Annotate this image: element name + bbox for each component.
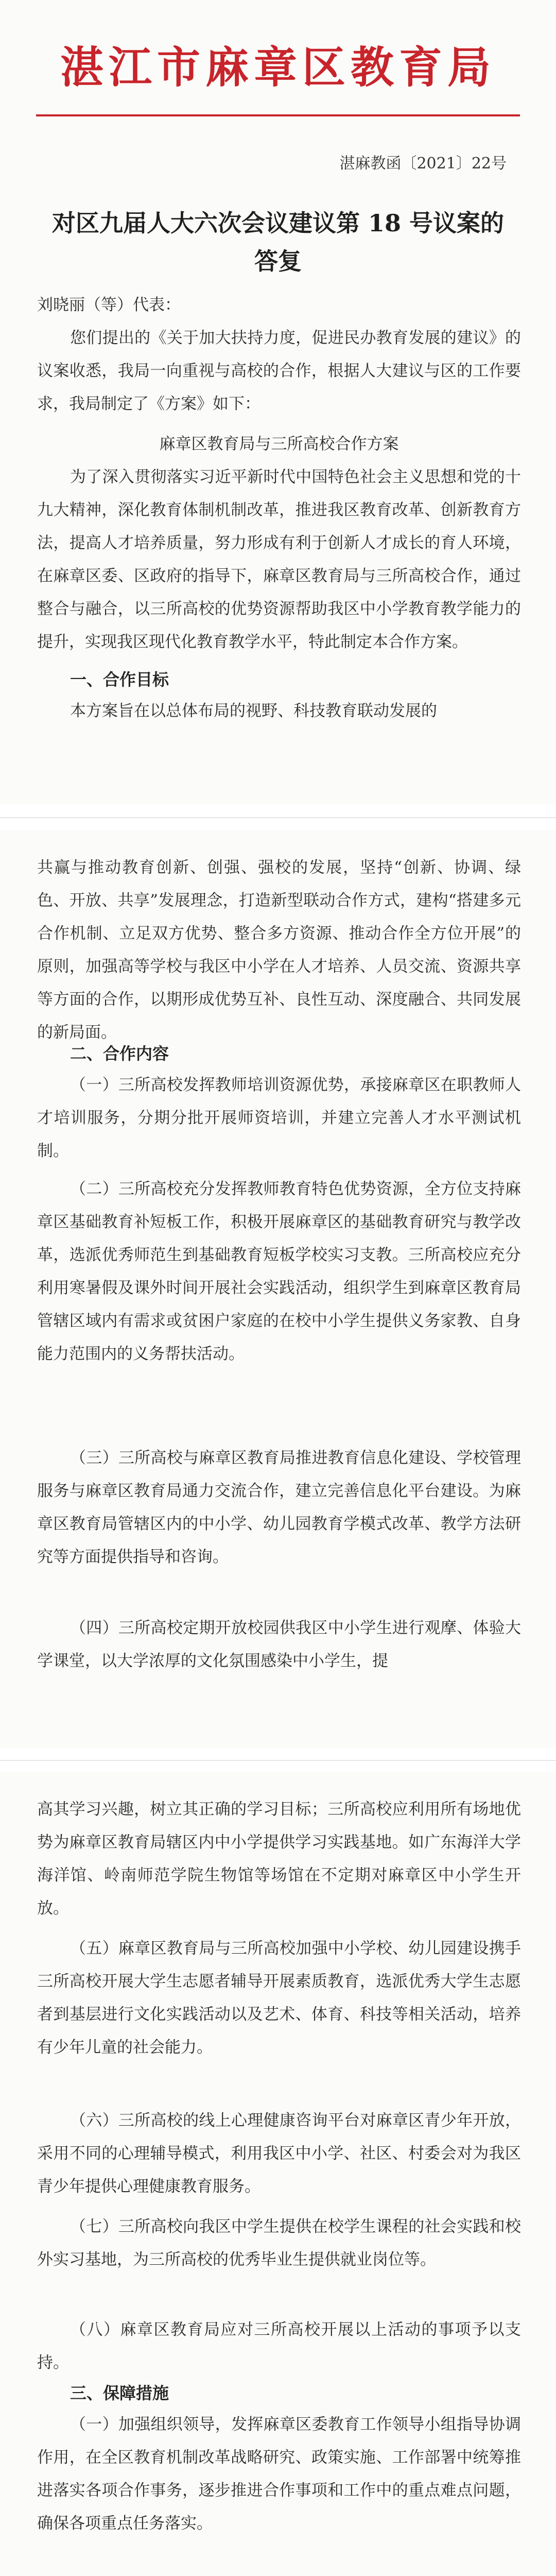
paragraph-content-2: （二）三所高校充分发挥教师教育特色优势资源，全方位支持麻章区基础教育补短板工作，积极开展麻章区的基础教育研究与教学改革，选派优秀师范生到基础教育短板学校实习支教。三所高校应充分利用寒暑假及课外时间开展社会实践活动，组织学生到麻章区教育局管辖区域内有需求或贫困户家庭的在校中小学生提供义务家教、自身能力范围内的义务帮扶活动。 (37, 1180, 521, 1363)
page-separator (0, 1760, 556, 1761)
paragraph-background: 为了深入贯彻落实习近平新时代中国特色社会主义思想和党的十九大精神，深化教育体制机制改革，推进我区教育改革、创新教育方法，提高人才培养质量，努力形成有利于创新人才成长的育人环境，在麻章区委、区政府的指导下，麻章区教育局与三所高校合作，通过整合与融合，以三所高校的优势资源帮助我区中小学教育教学能力的提升，实现我区现代化教育教学水平，特此制定本合作方案。 (37, 468, 521, 651)
red-divider (36, 114, 520, 116)
paragraph-safeguard-1: （一）加强组织领导，发挥麻章区委教育工作领导小组指导协调作用，在全区教育机制改革战略研究、政策实施、工作部署中统筹推进落实各项合作事务，逐步推进合作事项和工作中的重点难点问题，确保各项重点任务落实。 (37, 2415, 521, 2533)
heading-cooperation-content: 二、合作内容 (70, 1044, 169, 1063)
org-title: 湛江市麻章区教育局 (60, 42, 496, 93)
plan-title: 麻章区教育局与三所高校合作方案 (159, 435, 399, 453)
document-title (0, 204, 556, 280)
page-separator (0, 817, 556, 818)
document-title-line2: 答复 (254, 247, 302, 275)
paragraph-content-1: （一）三所高校发挥教师培训资源优势，承接麻章区在职教师人才培训服务，分期分批开展师资培训，并建立完善人才水平测试机制。 (37, 1076, 521, 1160)
paragraph-intro: 您们提出的《关于加大扶持力度，促进民办教育发展的建议》的议案收悉，我局一向重视与高校的合作，根据人大建议与区的工作要求，我局制定了《方案》如下： (37, 329, 521, 413)
paragraph-content-7: （七）三所高校向我区中学生提供在校学生课程的社会实践和校外实习基地，为三所高校的优秀毕业生提供就业岗位等。 (37, 2217, 521, 2269)
paragraph-content-4-cont: 高其学习兴趣，树立其正确的学习目标；三所高校应利用所有场地优势为麻章区教育局辖区内中小学提供学习实践基地。如广东海洋大学海洋馆、岭南师范学院生物馆等场馆在不定期对麻章区中小学生开放。 (37, 1800, 521, 1918)
paragraph-content-5: （五）麻章区教育局与三所高校加强中小学校、幼儿园建设携手三所高校开展大学生志愿者辅导开展素质教育，选派优秀大学生志愿者到基层进行文化实践活动以及艺术、体育、科技等相关活动，培养有少年儿童的社会能力。 (37, 1939, 521, 2057)
heading-safeguards: 三、保障措施 (70, 2383, 169, 2403)
page-3 (0, 1772, 556, 2576)
paragraph-content-3: （三）三所高校与麻章区教育局推进教育信息化建设、学校管理服务与麻章区教育局通力交流合作，建立完善信息化平台建设。为麻章区教育局管辖区内的中小学、幼儿园教育学模式改革、教学方法研究等方面提供指导和咨询。 (37, 1449, 521, 1566)
document-title-line1: 对区九届人大六次会议建议第 18 号议案的 (51, 209, 505, 237)
paragraph-content-8: （八）麻章区教育局应对三所高校开展以上活动的事项予以支持。 (37, 2320, 521, 2372)
paragraph-content-4: （四）三所高校定期开放校园供我区中小学生进行观摩、体验大学课堂，以大学浓厚的文化氛围感染中小学生，提 (37, 1619, 521, 1670)
page-1 (0, 0, 556, 804)
document-number: 湛麻教函〔2021〕22号 (339, 155, 507, 173)
heading-cooperation-goal: 一、合作目标 (70, 670, 169, 689)
paragraph-goal-cont: 共赢与推动教育创新、创强、强校的发展，坚持“创新、协调、绿色、开放、共享”发展理念，打造新型联动合作方式，建构“搭建多元合作机制、立足双方优势、整合多方资源、推动合作全方位开展”的原则，加强高等学校与我区中小学在人才培养、人员交流、资源共享等方面的合作，以期形成优势互补、良性互动、深度融合、共同发展的新局面。 (37, 858, 521, 1042)
salutation: 刘晓丽（等）代表： (37, 296, 181, 314)
paragraph-goal-start: 本方案旨在以总体布局的视野、科技教育联动发展的 (70, 702, 437, 720)
paragraph-content-6: （六）三所高校的线上心理健康咨询平台对麻章区青少年开放，采用不同的心理辅导模式，利用我区中小学、社区、村委会对为我区青少年提供心理健康教育服务。 (37, 2111, 521, 2196)
page-2 (0, 831, 556, 1748)
